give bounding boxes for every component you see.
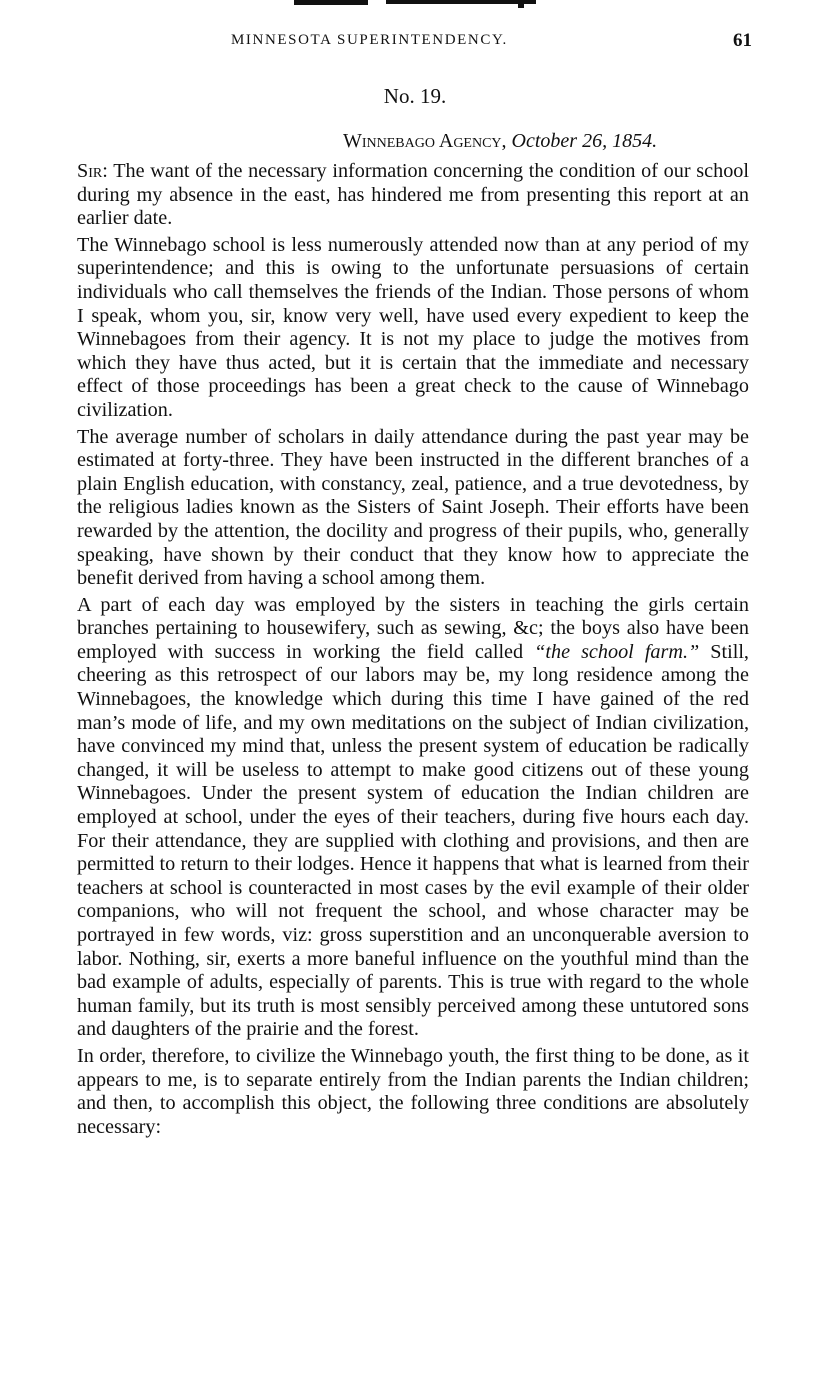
- top-rule-right: [386, 0, 536, 4]
- paragraph-2: The Winnebago school is less numerously attended now than at any period of my superintendence; and this is owing to the unfortunate persuasions of certain individuals who call themselves the friends of the Indian. Those persons of whom I speak, whom you, sir, know very well, have used every expedient to keep the Winnebagoes from their agency. It is not my place to judge the motives from which they have thus acted, but it is certain that the immediate and necessary effect of those proceedings has been a great check to the cause of Winnebago civilization.: [77, 233, 749, 421]
- running-head: [76, 30, 752, 54]
- top-rule-tick: [518, 3, 524, 8]
- top-printed-rule: [290, 0, 540, 8]
- paragraph-3: The average number of scholars in daily attendance during the past year may be estimated at forty-three. They have been instructed in the different branches of a plain English education, with constancy, zeal, patience, and a true devotedness, by the religious ladies known as the Sisters of Saint Joseph. Their efforts have been rewarded by the attention, the docility and progress of their pupils, who, generally speaking, have shown by their conduct that they know how to appreciate the benefit derived from having a school among them.: [77, 425, 749, 590]
- paragraph-4-text-end: Still, cheering as this retrospect of our labors may be, my long residence among the Winnebagoes, the knowledge which during this time I have gained of the red man’s mode of life, and my own meditations on the subject of Indian civilization, have convinced my mind that, unless the present system of education be radically changed, it will be useless to attempt to make good citizens out of these young Winnebagoes. Under the present system of education the Indian children are employed at school, under the eyes of their teachers, during five hours each day. For their attendance, they are supplied with clothing and provisions, and then are permitted to return to their lodges. Hence it happens that what is learned from their teachers at school is counteracted in most cases by the evil example of their older companions, who will not frequent the school, and whose character may be portrayed in few words, viz: gross superstition and an unconquerable aversion to labor. Nothing, sir, exerts a more baneful influence on the youthful mind than the bad example of adults, especially of parents. This is true with regard to the whole human family, but its truth is most sensibly perceived among these untutored sons and daughters of the prairie and the forest.: [77, 640, 749, 1041]
- school-farm-phrase: “the school farm.”: [534, 640, 700, 663]
- salutation: Sir:: [77, 160, 108, 182]
- letter-body: [77, 160, 749, 1142]
- paragraph-1-text: The want of the necessary information concerning the condition of our school during my absence in the east, has hindered me from presenting this report at an earlier date.: [77, 160, 749, 230]
- paragraph-1: [77, 160, 749, 231]
- paragraph-5: In order, therefore, to civilize the Winnebago youth, the first thing to be done, as it appears to me, is to separate entirely from the Indian parents the Indian children; and then, to accomplish this object, the following three conditions are absolutely necessary:: [77, 1044, 749, 1138]
- paragraph-4: [77, 594, 749, 1042]
- dateline: [343, 130, 657, 153]
- document-number: No. 19.: [383, 84, 447, 108]
- running-title: MINNESOTA SUPERINTENDENCY.: [231, 32, 508, 48]
- dateline-place: Winnebago Agency,: [343, 130, 507, 152]
- paragraph-4-text-start: A part of each day was employed by the sisters in teaching the girls certain branches pertaining to housewifery, such as sewing, &c; the boys also have been employed with success in working the field called: [77, 593, 749, 663]
- page-number: 61: [733, 30, 752, 51]
- top-rule-left: [294, 0, 368, 5]
- dateline-date: October 26, 1854.: [511, 130, 658, 152]
